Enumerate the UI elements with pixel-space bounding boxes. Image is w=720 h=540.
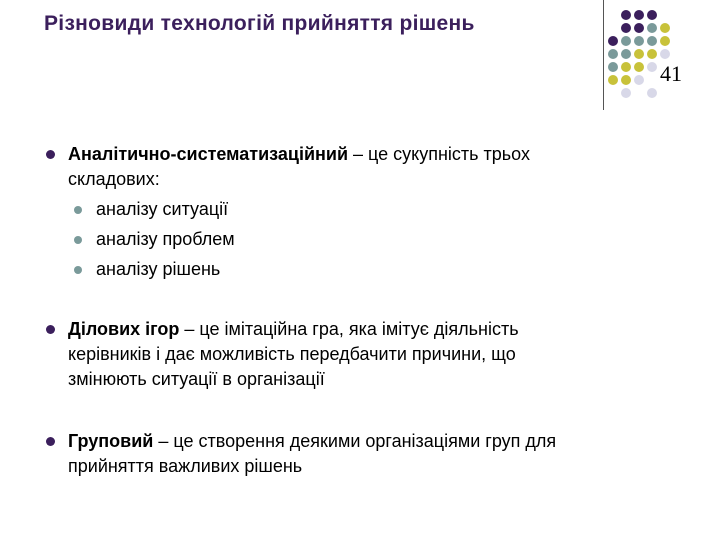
- page-number: 41: [660, 61, 682, 86]
- bullet-marker: [46, 437, 55, 446]
- bullet-text: змінюють ситуації в організації: [68, 369, 325, 389]
- bullet-group: [68, 429, 658, 479]
- sub-bullet: аналізу ситуації: [96, 199, 229, 219]
- bullet-text: – це імітаційна гра, яка імітує діяльність: [179, 319, 519, 339]
- bullet-text: складових:: [68, 169, 160, 189]
- bullet-business-games: [68, 317, 658, 392]
- sub-bullet-marker: [74, 236, 82, 244]
- sub-bullet-marker: [74, 266, 82, 274]
- slide-title: Різновиди технологій прийняття рішень: [44, 12, 475, 35]
- bullet-marker: [46, 325, 55, 334]
- bullet-text: прийняття важливих рішень: [68, 456, 303, 476]
- bullet-analytic: [68, 142, 658, 192]
- sub-bullet-marker: [74, 206, 82, 214]
- bullet-text: – це сукупність трьох: [348, 144, 530, 164]
- bullet-text: – це створення деякими організаціями груп для: [153, 431, 557, 451]
- bullet-term: Аналітично-систематизаційний: [68, 144, 349, 164]
- bullet-text: керівників і дає можливість передбачити причини, що: [68, 344, 516, 364]
- bullet-marker: [46, 150, 55, 159]
- sub-bullet: аналізу проблем: [96, 229, 235, 249]
- sub-bullet: аналізу рішень: [96, 259, 221, 279]
- bullet-term: Ділових ігор: [68, 319, 180, 339]
- bullet-term: Груповий: [68, 431, 154, 451]
